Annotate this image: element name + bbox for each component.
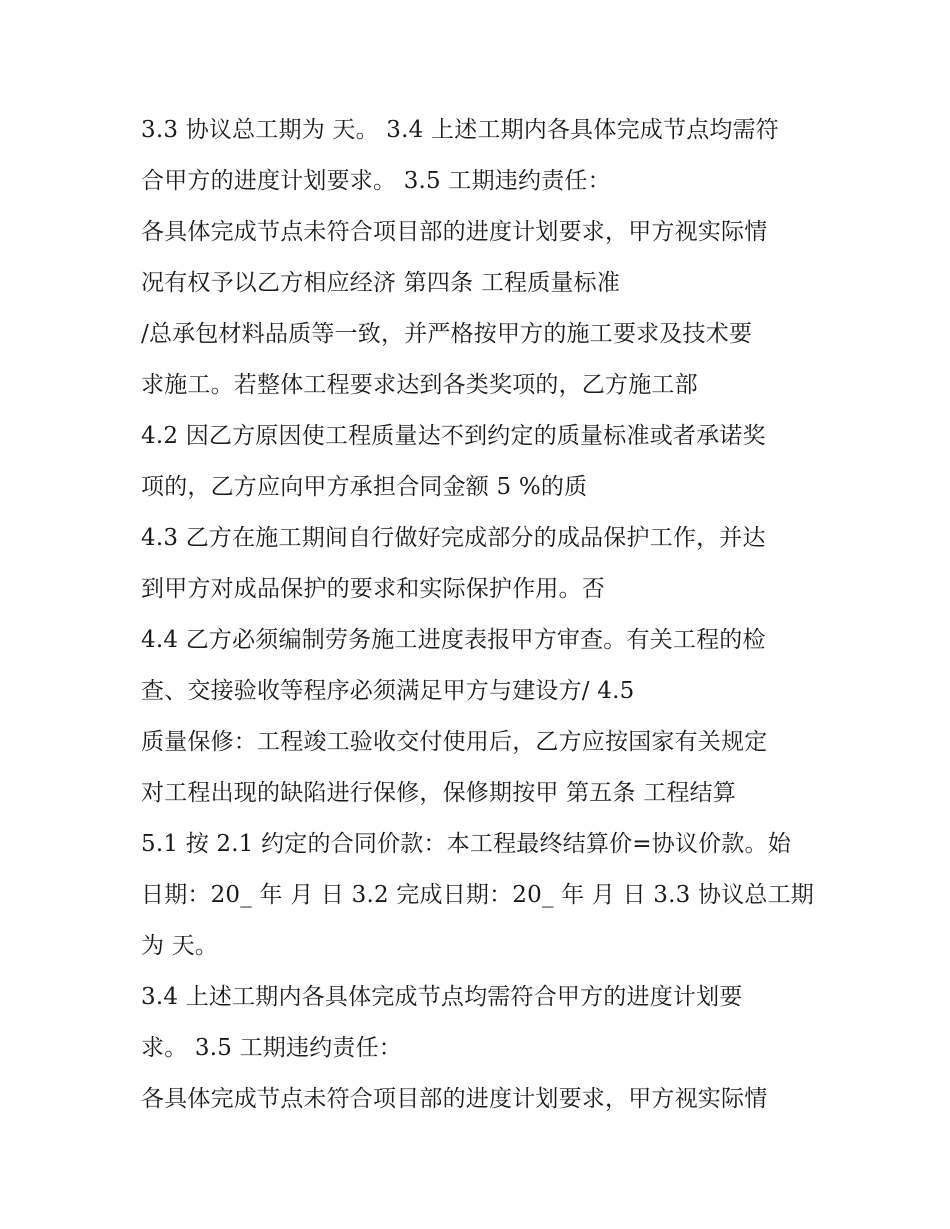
text-line-2: 合甲方的进度计划要求。 3.5 工期违约责任： xyxy=(141,168,611,194)
text-line-1: 3.3 协议总工期为 天。 3.4 上述工期内各具体完成节点均需符 xyxy=(141,117,779,143)
text-line-20: 各具体完成节点未符合项目部的进度计划要求，甲方视实际情 xyxy=(141,1086,768,1112)
text-line-18: 3.4 上述工期内各具体完成节点均需符合甲方的进度计划要 xyxy=(141,984,743,1010)
text-line-5: /总承包材料品质等一致，并严格按甲方的施工要求及技术要 xyxy=(141,321,753,347)
text-line-7: 4.2 因乙方原因使工程质量达不到约定的质量标准或者承诺奖 xyxy=(141,423,766,449)
text-line-10: 到甲方对成品保护的要求和实际保护作用。否 xyxy=(141,576,605,602)
text-line-14: 对工程出现的缺陷进行保修，保修期按甲 第五条 工程结算 xyxy=(141,780,737,806)
text-line-4: 况有权予以乙方相应经济 第四条 工程质量标准 xyxy=(141,270,621,296)
text-line-11: 4.4 乙方必须编制劳务施工进度表报甲方审查。有关工程的检 xyxy=(141,627,766,653)
document-body xyxy=(141,108,841,1128)
text-line-15: 5.1 按 2.1 约定的合同价款：本工程最终结算价=协议价款。始 xyxy=(141,831,791,857)
text-line-16: 日期：20_ 年 月 日 3.2 完成日期：20_ 年 月 日 3.3 协议总工期 xyxy=(141,882,814,908)
text-line-8: 项的，乙方应向甲方承担合同金额 5 %的质 xyxy=(141,474,588,500)
text-line-3: 各具体完成节点未符合项目部的进度计划要求，甲方视实际情 xyxy=(141,219,768,245)
text-line-6: 求施工。若整体工程要求达到各类奖项的，乙方施工部 xyxy=(141,372,698,398)
text-line-12: 查、交接验收等程序必须满足甲方与建设方/ 4.5 xyxy=(141,678,635,704)
text-line-17: 为 天。 xyxy=(141,933,219,959)
text-line-19: 求。 3.5 工期违约责任： xyxy=(141,1035,402,1061)
text-line-13: 质量保修：工程竣工验收交付使用后，乙方应按国家有关规定 xyxy=(141,729,768,755)
text-line-9: 4.3 乙方在施工期间自行做好完成部分的成品保护工作，并达 xyxy=(141,525,766,551)
